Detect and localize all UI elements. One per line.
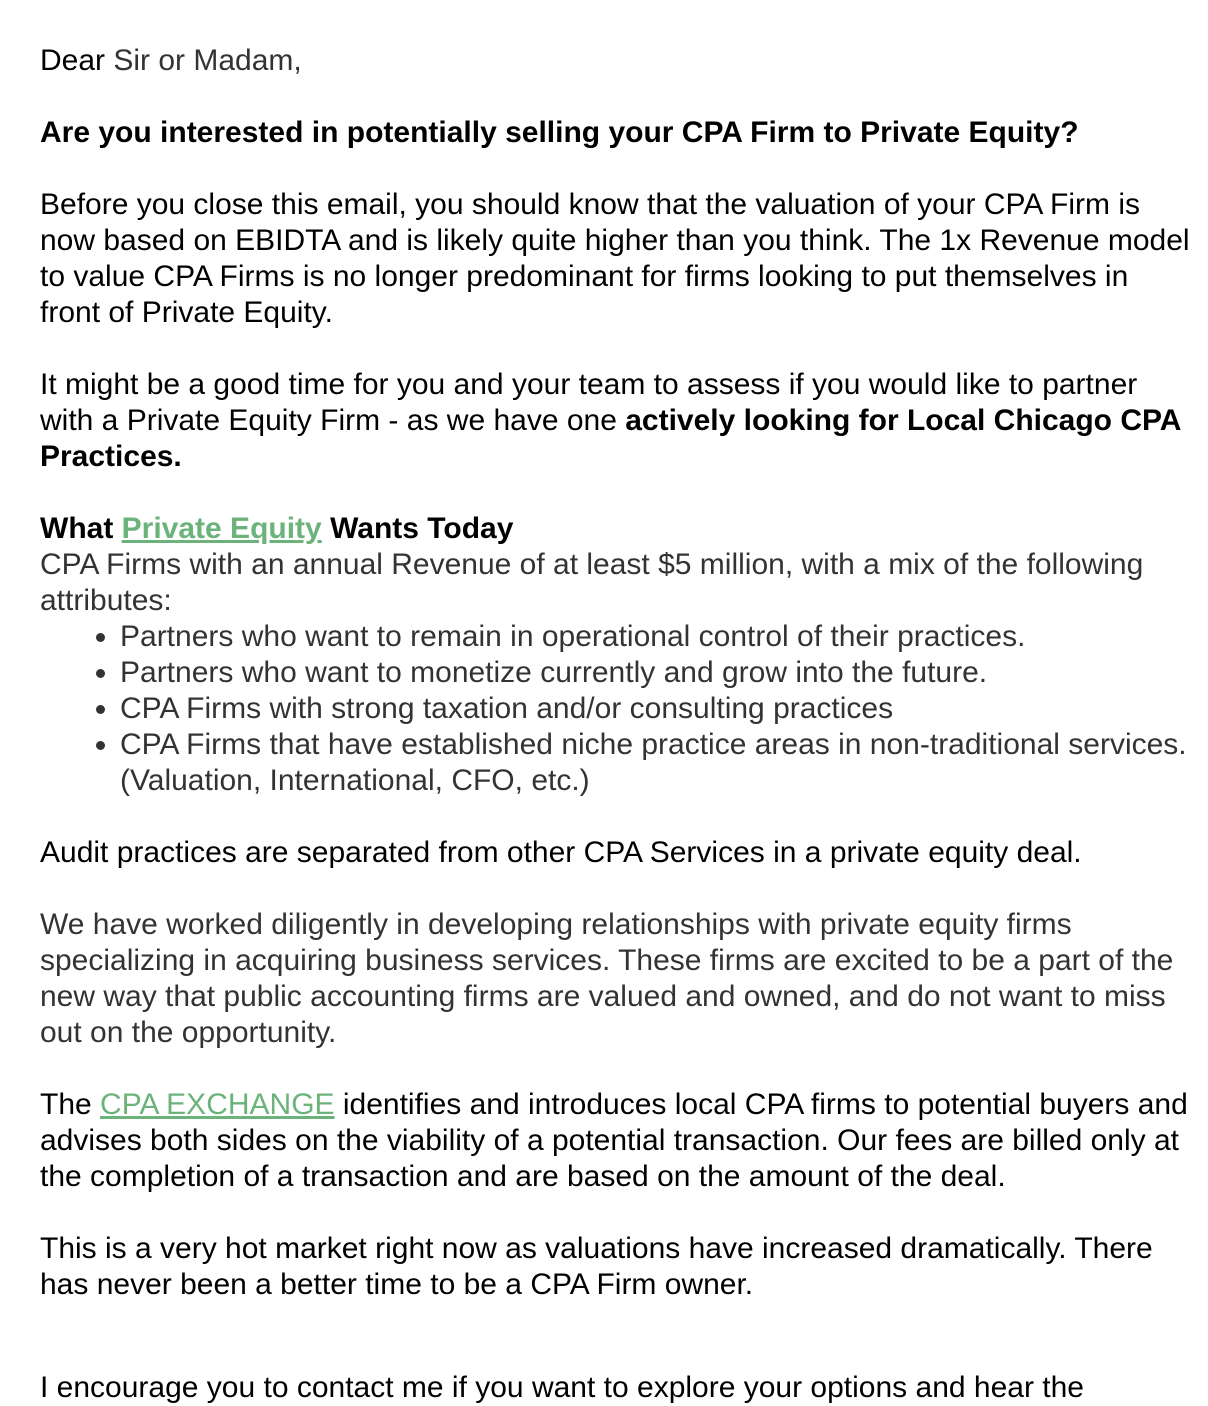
paragraph-partner-emphasis: actively looking for Local Chicago CPA Practices. (40, 404, 1181, 473)
list-item: • Partners who want to remain in operational control of their practices. (120, 619, 1190, 655)
list-item: • CPA Firms that have established niche practice areas in non-traditional services. (Valuation, International, CFO, etc.) (120, 727, 1190, 799)
paragraph-audit: Audit practices are separated from other CPA Services in a private equity deal. (40, 836, 1082, 869)
headline: Are you interested in potentially selling your CPA Firm to Private Equity? (40, 116, 1079, 149)
paragraph-cutoff: I encourage you to contact me if you want to explore your options and hear the (40, 1371, 1084, 1404)
email-body (40, 43, 1190, 1339)
section-heading-wants (40, 511, 1190, 547)
list-item: • Partners who want to monetize currently and grow into the future. (120, 655, 1190, 691)
section-intro: CPA Firms with an annual Revenue of at least $5 million, with a mix of the following attributes: (40, 548, 1144, 617)
greeting-prefix: Dear (40, 44, 114, 77)
paragraph-exchange-suffix: identifies and introduces local CPA firms to potential buyers and advises both sides on the viability of a potential transaction. Our fees are billed only at the completion of a transaction and are based on the amount of the deal. (40, 1088, 1188, 1193)
greeting-name: Sir or Madam, (113, 44, 302, 77)
paragraph-relationships: We have worked diligently in developing relationships with private equity firms specializing in acquiring business services. These firms are excited to be a part of the new way that public accounting firms are valued and owned, and do not want to miss out on the opportunity. (40, 908, 1174, 1049)
paragraph-exchange-prefix: The (40, 1088, 101, 1121)
paragraph-valuation: Before you close this email, you should know that the valuation of your CPA Firm is now based on EBIDTA and is likely quite higher than you think. The 1x Revenue model to value CPA Firms is no longer predominant for firms looking to put themselves in front of Private Equity. (40, 188, 1190, 329)
paragraph-exchange (40, 1087, 1190, 1195)
private-equity-link[interactable]: Private Equity (121, 512, 322, 545)
greeting (40, 43, 1190, 79)
paragraph-partner-text: It might be a good time for you and your team to assess if you would like to partner with a Private Equity Firm - as we have one (40, 368, 1138, 437)
cpa-exchange-link[interactable]: CPA EXCHANGE (100, 1088, 335, 1121)
attribute-list (40, 619, 1190, 799)
paragraph-market: This is a very hot market right now as valuations have increased dramatically. There has never been a better time to be a CPA Firm owner. (40, 1232, 1153, 1301)
paragraph-partner (40, 367, 1190, 475)
list-item: • CPA Firms with strong taxation and/or consulting practices (120, 691, 1190, 727)
section-heading-prefix: What (40, 512, 122, 545)
section-heading-suffix: Wants Today (321, 512, 514, 545)
